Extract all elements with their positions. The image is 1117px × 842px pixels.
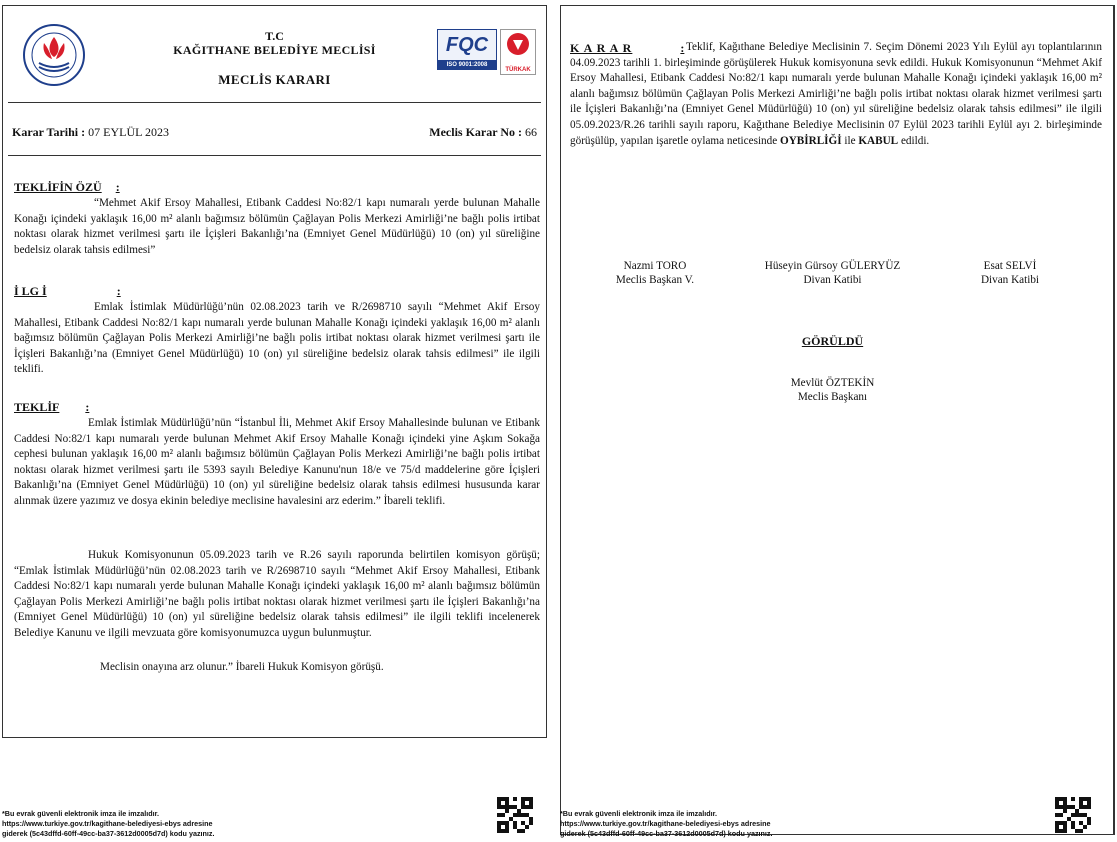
section-teklifin-ozu	[14, 178, 540, 258]
fqc-certificate-logo-icon	[437, 29, 497, 73]
hukuk-text: Hukuk Komisyonunun 05.09.2023 tarih ve R.26 sayılı raporunda belirtilen komisyon görüşü; “Emlak İstimlak Müdürlüğü’nün 02.08.2023 tarih ve R/2698710 sayılı “Mehmet Akif Ersoy Mahallesi, Etibank Caddesi No:82/1 kapı numaralı yerde bulunan Mahalle Konağı içindeki yaklaşık 16,00 m² alanlı bağımsız bölümün Çağlayan Polis Merkezi Amirliği’ne bağlı polis irtibat noktası olarak hizmet verilmesi şartı ile İçişleri Bakanlığı’na (Emniyet Genel Müdürlüğü) 10 (on) yıl süreliğine bedelsiz olarak tahsis edilmesi” ile ilgili teklifi incelenerek Belediye Kanunu ve ilgili mevzuata göre komisyonumuzca uygun bulunmuştur.	[14, 549, 540, 639]
document-page-1	[2, 5, 547, 838]
e-signature-footer	[560, 809, 773, 838]
signature-role: Divan Katibi	[980, 274, 1040, 286]
teklif-title: TEKLİF	[14, 400, 60, 414]
qr-code-icon	[1055, 797, 1091, 833]
header-tc: T.C	[265, 29, 284, 43]
karar-edildi: edildi.	[898, 134, 930, 147]
teklifin-ozu-heading	[14, 178, 540, 196]
goruldu-name: Mevlüt ÖZTEKİN	[790, 377, 875, 389]
ilgi-text: Emlak İstimlak Müdürlüğü’nün 02.08.2023 tarih ve R/2698710 sayılı “Mehmet Akif Ersoy Mahallesi, Etibank Caddesi No:82/1 kapı numaralı yerde bulunan Mahalle Konağı içindeki yaklaşık 16,00 m² alanlı bağımsız bölümün Çağlayan Polis Merkezi Amirliği’ne bağlı polis irtibat noktası olarak hizmet verilmesi şartı ile İçişleri Bakanlığı’na (Emniyet Genel Müdürlüğü) 10 (on) yıl süreliğine bedelsiz olarak tahsis edilmesi” ile ilgili teklifi.	[14, 301, 540, 376]
teklif-heading	[14, 398, 540, 416]
ilgi-heading	[14, 282, 540, 300]
municipality-logo-icon	[22, 23, 86, 87]
signature-name: Nazmi TORO	[623, 260, 687, 272]
karar-title: K A R A R	[570, 41, 633, 55]
decision-date-label: Karar Tarihi :	[12, 125, 86, 139]
teklif-text: Emlak İstimlak Müdürlüğü’nün “İstanbul İli, Mehmet Akif Ersoy Mahallesinde bulunan ve Etibank Caddesi No:82/1 kapı numaralı yerde bulunan Mehmet Akif Ersoy Mahalle Konağı içindeki yine Aşkım Sokağa cephesi bulunan yaklaşık 16,00 m² alanlı bağımsız bölümün Çağlayan Polis Merkezi Amirliği’ne bağlı polis irtibat noktası olarak hizmet verilmesi şartı ile 5393 sayılı Belediye Kanunu'nun 18/e ve 75/d maddelerine göre İçişleri Bakanlığı’na (Emniyet Genel Müdürlüğü) 10 (on) yıl süreliğine bedelsiz olarak tahsis edilmesi hususunda karar alınmak üzere yazımız ve dosya ekinin belediye meclisine havalesini arz ederim.” İbareli teklifi.	[14, 417, 540, 507]
hukuk-closing: Meclisin onayına arz olunur.” İbareli Hukuk Komisyon görüşü.	[100, 660, 384, 673]
signature-block	[745, 259, 920, 287]
decision-meta	[12, 125, 537, 140]
karar-colon: :	[680, 41, 685, 55]
signature-role: Divan Katibi	[803, 274, 862, 286]
decision-number	[429, 125, 537, 140]
header-doc-type: MECLİS KARARI	[218, 72, 331, 87]
karar-text-body: Teklif, Kağıthane Belediye Meclisinin 7. Seçim Dönemi 2023 Yılı Eylül ayı toplantılarının 04.09.2023 tarihli 1. birleşiminde görüşülerek Hukuk komisyonuna sevk edildi. Hukuk Komisyonunun “Mehmet Akif Ersoy Mahallesi, Etibank Caddesi No:82/1 kapı numaralı yerde bulunan Mahalle Konağı içindeki yaklaşık 16,00 m² alanlı bağımsız bölümün Çağlayan Polis Merkezi Amirliği’ne bağlı polis irtibat noktası olarak hizmet verilmesi şartı ile İçişleri Bakanlığı’na (Emniyet Genel Müdürlüğü) 10 (on) yıl süreliğine bedelsiz olarak tahsis edilmesi” ile ilgili 05.09.2023/R.26 tarihli sayılı raporu, Kağıthane Belediye Meclisinin 07 Eylül 2023 tarihli Eylül ayı 2. birleşiminde görüşülüp, yapılan işaretle oylama neticesinde	[570, 41, 1102, 147]
footer-line-3: giderek (5c43dffd-60ff-49cc-ba37-3612d0005d7d) kodu yazınız.	[560, 828, 773, 838]
document-page-2	[560, 5, 1115, 838]
section-teklif	[14, 398, 540, 510]
goruldu-title: GÖRÜLDÜ	[801, 334, 864, 348]
section-ilgi	[14, 282, 540, 378]
decision-number-label: Meclis Karar No :	[429, 125, 522, 139]
teklifin-ozu-colon: :	[115, 180, 120, 194]
karar-ile: ile	[841, 134, 859, 147]
e-signature-footer	[2, 809, 215, 838]
footer-line-1: *Bu evrak güvenli elektronik imza ile imzalıdır.	[2, 809, 159, 818]
ilgi-title: İ LG İ	[14, 284, 47, 298]
header-council-name: KAĞITHANE BELEDİYE MECLİSİ	[173, 43, 376, 57]
signature-name: Esat SELVİ	[983, 260, 1037, 272]
decision-date	[12, 125, 169, 140]
section-karar	[570, 39, 1102, 149]
turkak-logo-icon	[500, 29, 536, 75]
teklifin-ozu-title: TEKLİFİN ÖZÜ	[14, 180, 102, 194]
karar-oybirligi: OYBİRLİĞİ	[780, 134, 842, 147]
teklif-colon: :	[85, 400, 90, 414]
turkak-label: TÜRKAK	[505, 67, 531, 73]
footer-line-2: https://www.turkiye.gov.tr/kagithane-belediyesi-ebys adresine	[2, 818, 213, 828]
signature-block	[590, 259, 720, 287]
section-hukuk-komisyonu	[14, 548, 540, 675]
karar-text	[570, 40, 1102, 149]
footer-line-2: https://www.turkiye.gov.tr/kagithane-belediyesi-ebys adresine	[560, 818, 771, 828]
meta-divider	[8, 155, 541, 156]
ilgi-colon: :	[116, 284, 121, 298]
signature-role: Meclis Başkan V.	[615, 274, 695, 286]
signature-name: Hüseyin Gürsoy GÜLERYÜZ	[764, 260, 901, 272]
karar-kabul: KABUL	[858, 134, 899, 147]
teklifin-ozu-text: “Mehmet Akif Ersoy Mahallesi, Etibank Caddesi No:82/1 kapı numaralı yerde bulunan Mahalle Konağı içindeki yaklaşık 16,00 m² alanlı bağımsız bölümün Çağlayan Polis Merkezi Amirliği’ne bağlı polis irtibat noktası olarak hizmet verilmesi şartı ile İçişleri Bakanlığı’na (Emniyet Genel Müdürlüğü) 10 (on) yıl süreliğine bedelsiz olarak tahsis edilmesi”	[14, 197, 540, 256]
footer-line-3: giderek (5c43dffd-60ff-49cc-ba37-3612d0005d7d) kodu yazınız.	[2, 828, 215, 838]
fqc-label: FQC	[437, 29, 497, 61]
footer-line-1: *Bu evrak güvenli elektronik imza ile imzalıdır.	[560, 809, 717, 818]
document-header	[112, 29, 437, 88]
signature-block	[955, 259, 1065, 287]
iso-label: ISO 9001:2008	[437, 61, 497, 70]
decision-date-value: 07 EYLÜL 2023	[85, 125, 170, 139]
header-divider	[8, 102, 541, 103]
goruldu-block	[745, 334, 920, 404]
qr-code-icon	[497, 797, 533, 833]
goruldu-role: Meclis Başkanı	[797, 391, 868, 403]
decision-number-value: 66	[522, 125, 537, 139]
